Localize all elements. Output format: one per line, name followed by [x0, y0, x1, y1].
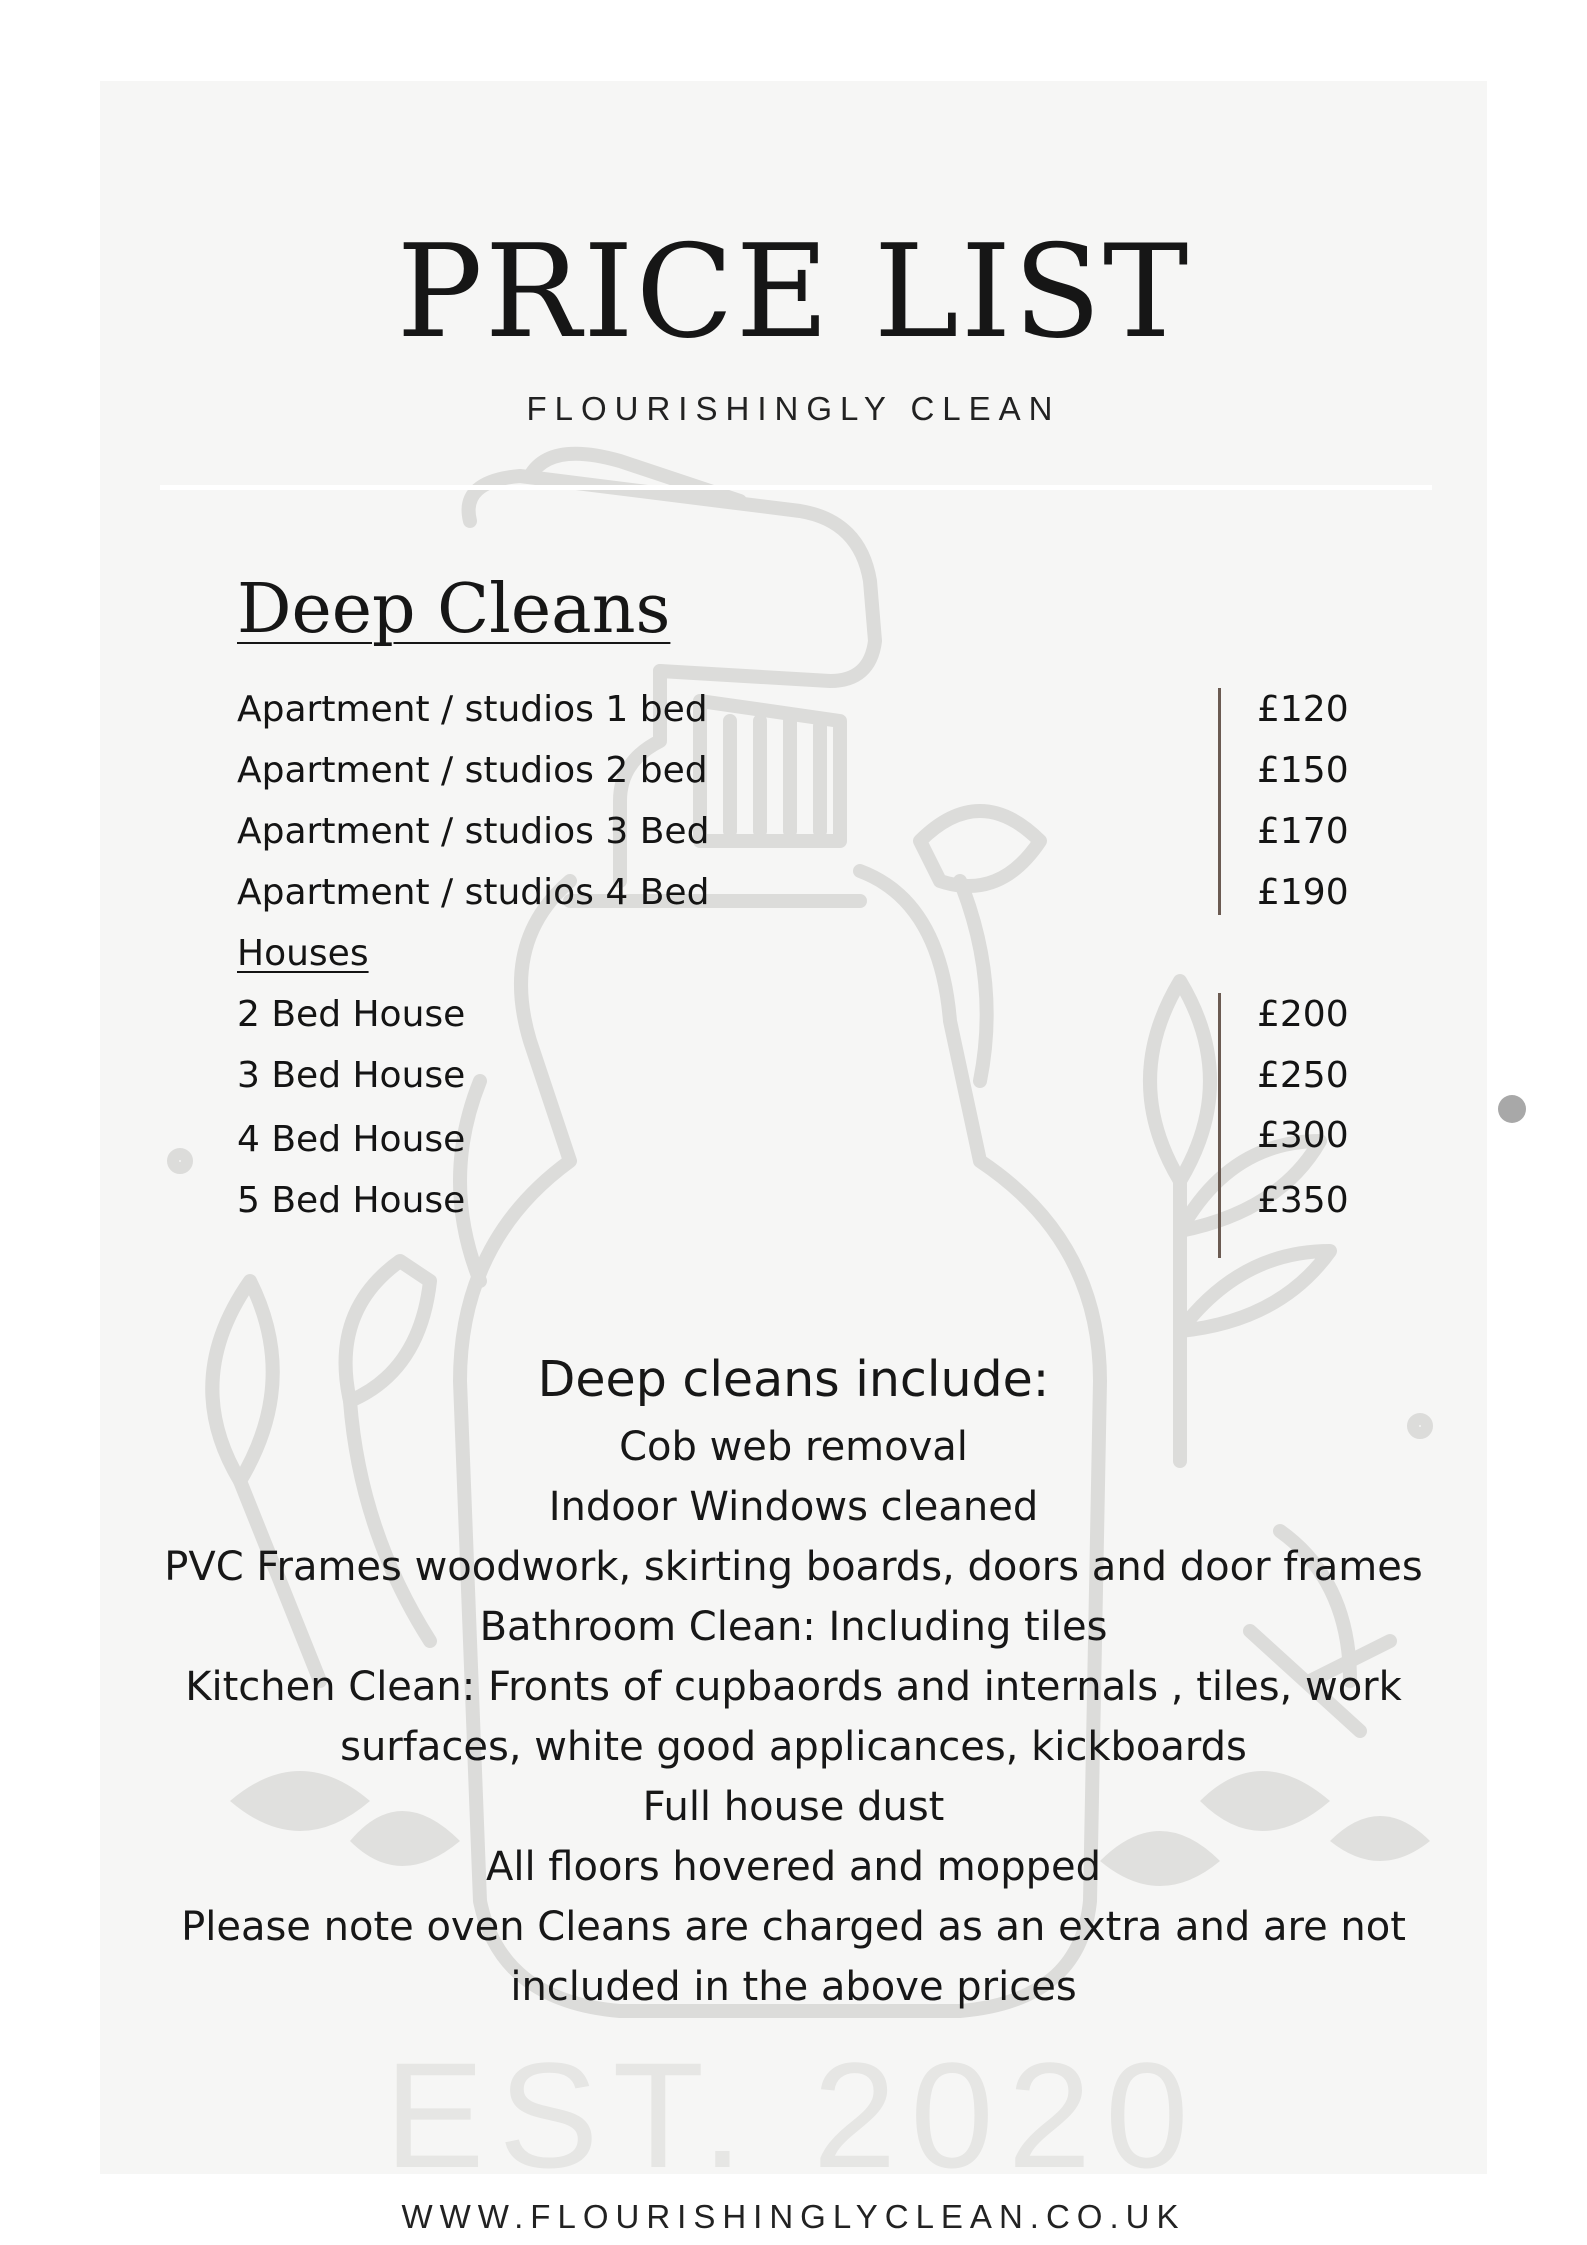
price-row	[237, 1111, 1387, 1169]
price-row-label: 3 Bed House	[237, 1055, 466, 1096]
price-row-price: £120	[1257, 689, 1349, 730]
includes-item: PVC Frames woodwork, skirting boards, doors and door frames	[164, 1544, 1423, 1590]
price-row	[237, 1047, 1387, 1105]
price-row-price: £190	[1257, 872, 1349, 913]
page-title: PRICE LIST	[396, 218, 1191, 367]
includes-note: Please note oven Cleans are charged as an extra and are not	[181, 1904, 1406, 1950]
price-row	[237, 742, 1387, 800]
includes-title: Deep cleans include:	[537, 1351, 1050, 1408]
section-heading-deep-cleans: Deep Cleans	[237, 570, 671, 649]
includes-item: Bathroom Clean: Including tiles	[479, 1604, 1108, 1650]
website-link[interactable]: WWW.FLOURISHINGLYCLEAN.CO.UK	[401, 2198, 1186, 2235]
includes-item: Full house dust	[642, 1784, 945, 1830]
price-row	[237, 1172, 1387, 1230]
business-name: FLOURISHINGLY CLEAN	[526, 390, 1061, 427]
price-row-price: £170	[1257, 811, 1349, 852]
includes-item: All floors hovered and mopped	[485, 1844, 1102, 1890]
includes-item: Kitchen Clean: Fronts of cupbaords and internals , tiles, work	[185, 1664, 1402, 1710]
price-row-price: £250	[1257, 1055, 1349, 1096]
price-row	[237, 803, 1387, 861]
price-row	[237, 986, 1387, 1044]
price-row-label: Apartment / studios 1 bed	[237, 689, 708, 730]
includes-item: surfaces, white good applicances, kickboards	[340, 1724, 1247, 1770]
price-row-label: 2 Bed House	[237, 994, 466, 1035]
decorative-dot	[1498, 1095, 1526, 1123]
price-row-price: £300	[1257, 1115, 1349, 1156]
subheading-houses: Houses	[237, 933, 369, 974]
price-column-divider	[1218, 688, 1221, 915]
header-divider	[160, 485, 1432, 490]
price-row-price: £200	[1257, 994, 1349, 1035]
includes-section	[100, 1345, 1487, 2017]
price-row-label: Apartment / studios 4 Bed	[237, 872, 710, 913]
includes-item: Indoor Windows cleaned	[548, 1484, 1039, 1530]
price-row	[237, 681, 1387, 739]
price-row-label: Apartment / studios 2 bed	[237, 750, 708, 791]
price-row-price: £150	[1257, 750, 1349, 791]
price-row-label: Apartment / studios 3 Bed	[237, 811, 710, 852]
price-row-price: £350	[1257, 1180, 1349, 1221]
includes-note: included in the above prices	[510, 1964, 1077, 2010]
price-row-label: 5 Bed House	[237, 1180, 466, 1221]
price-column-divider	[1218, 993, 1221, 1258]
includes-item: Cob web removal	[619, 1424, 968, 1470]
price-row	[237, 864, 1387, 922]
established-watermark: EST. 2020	[384, 2031, 1203, 2199]
price-row-label: 4 Bed House	[237, 1119, 466, 1160]
